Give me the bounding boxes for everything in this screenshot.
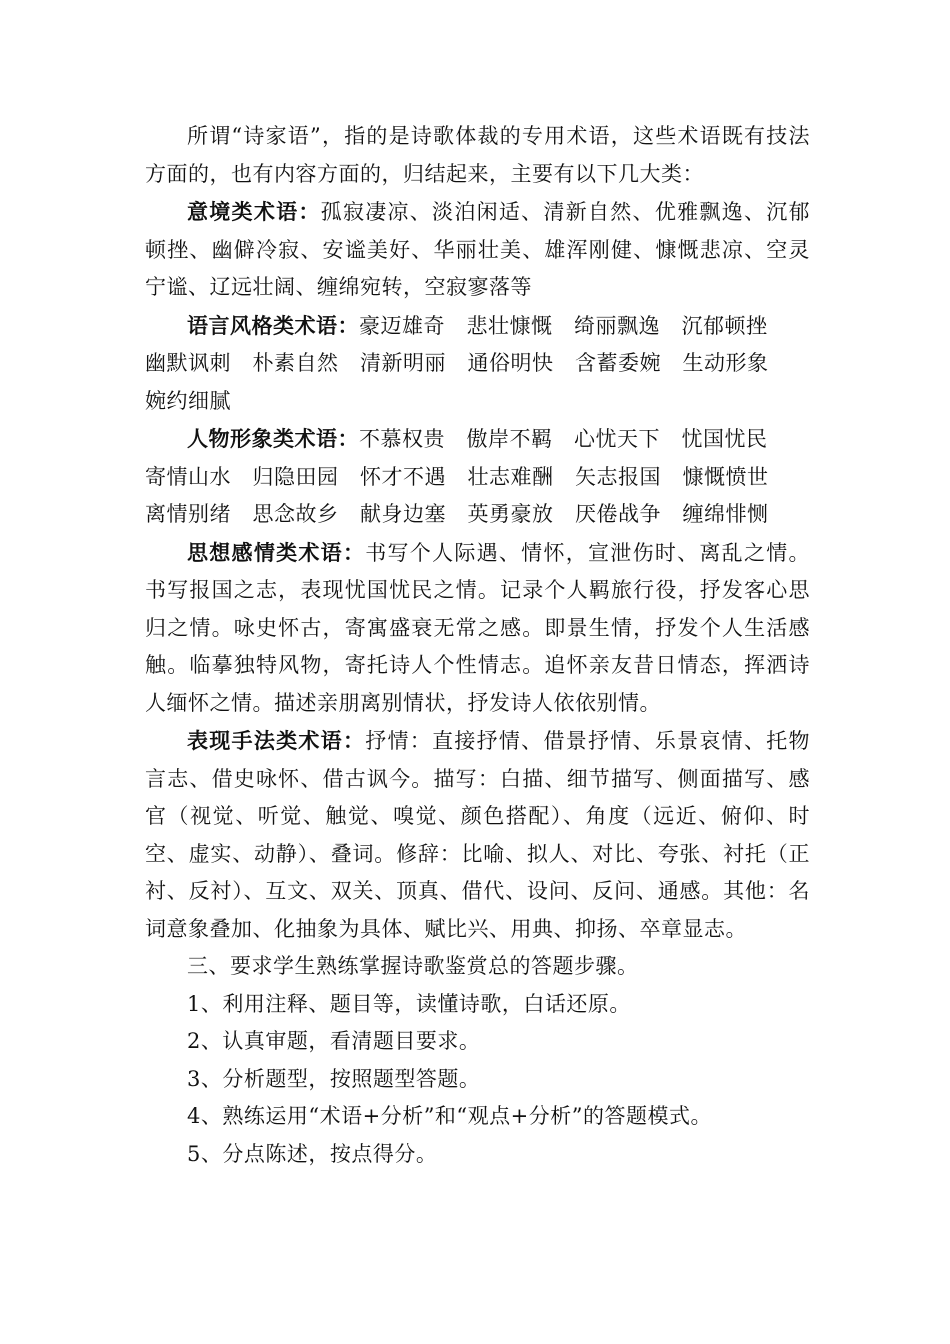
technique-terms-paragraph [145, 722, 810, 948]
intro-paragraph [145, 118, 810, 193]
step-1 [145, 986, 810, 1024]
paragraph-text: 三、要求学生熟练掌握诗歌鉴赏总的答题步骤。 [187, 954, 639, 978]
paragraph-label: 人物形象类术语： [187, 426, 359, 451]
step-3 [145, 1061, 810, 1099]
paragraph-text: 书写个人际遇、情怀，宣泄伤时、离乱之情。书写报国之志，表现忧国忧民之情。记录个人羁旅行役，抒发客心思归之情。咏史怀古，寄寓盛衰无常之感。即景生情，抒发个人生活感触。临摹独特风物，寄托诗人个性情志。追怀亲友昔日情态，挥洒诗人缅怀之情。描述亲朋离别情状，抒发诗人依依别情。 [145, 540, 811, 715]
paragraph-label: 语言风格类术语： [187, 312, 359, 338]
paragraph-text: 所谓“诗家语”，指的是诗歌体裁的专用术语，这些术语既有技法方面的，也有内容方面的，归结起来，主要有以下几大类： [145, 124, 810, 186]
mood-terms-paragraph [145, 193, 810, 307]
paragraph-text: 3、分析题型，按照题型答题。 [187, 1066, 481, 1091]
paragraph-text: 抒情：直接抒情、借景抒情、乐景哀情、托物言志、借史咏怀、借古讽今。描写：白描、细节描写、侧面描写、感官（视觉、听觉、触觉、嗅觉、颜色搭配）、角度（远近、俯仰、时空、虚实、动静）、叠词。修辞：比喻、拟人、对比、夸张、衬托（正衬、反衬）、互文、双关、顶真、借代、设问、反问、通感。其他：名词意象叠加、化抽象为具体、赋比兴、用典、抑扬、卒章显志。 [145, 729, 811, 941]
step-4 [145, 1098, 810, 1136]
paragraph-text: 2、认真审题，看清题目要求。 [187, 1029, 481, 1053]
character-image-terms-paragraph [145, 420, 810, 534]
paragraph-text: 孤寂凄凉、淡泊闲适、清新自然、优雅飘逸、沉郁顿挫、幽僻冷寂、安谧美好、华丽壮美、雄浑刚健、慷慨悲凉、空灵宁谧、辽远壮阔、缠绵宛转，空寂寥落等 [145, 200, 811, 299]
step-5 [145, 1136, 810, 1174]
paragraph-text: 4、熟练运用“术语+分析”和“观点+分析”的答题模式。 [187, 1104, 712, 1128]
paragraph-label: 思想感情类术语： [187, 539, 366, 565]
paragraph-text: 5、分点陈述，按点得分。 [187, 1141, 438, 1166]
paragraph-text: 豪迈雄奇 悲壮慷慨 绮丽飘逸 沉郁顿挫 幽默讽刺 朴素自然 清新明丽 通俗明快 含蓄委婉 生动形象 婉约细腻 [145, 313, 790, 413]
paragraph-label: 表现手法类术语： [187, 728, 366, 753]
step-2 [145, 1023, 810, 1061]
paragraph-label: 意境类术语： [187, 199, 321, 224]
language-style-terms-paragraph [145, 307, 810, 421]
document-body [145, 118, 810, 1173]
section-three-heading [145, 948, 810, 986]
emotion-terms-paragraph [145, 534, 810, 723]
paragraph-text: 1、利用注释、题目等，读懂诗歌，白话还原。 [187, 991, 631, 1016]
paragraph-text: 不慕权贵 傲岸不羁 心忧天下 忧国忧民 寄情山水 归隐田园 怀才不遇 壮志难酬 矢志报国 慷慨愤世 离情别绪 思念故乡 献身边塞 英勇豪放 厌倦战争 缠绵悱恻 [145, 427, 790, 526]
